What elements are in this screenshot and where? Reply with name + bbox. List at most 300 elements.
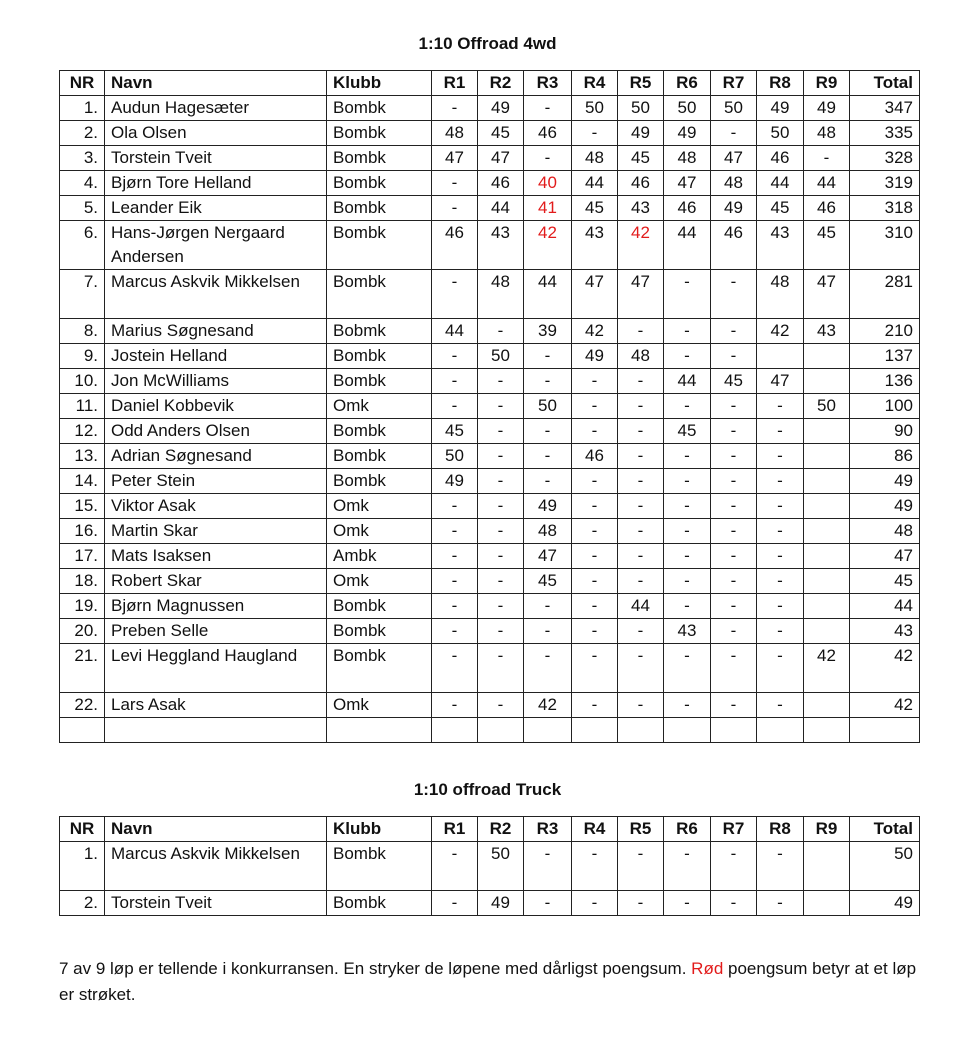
cell-rank: 16. <box>60 519 105 544</box>
cell-r1: - <box>432 644 478 693</box>
cell-club: Bombk <box>327 369 432 394</box>
cell-name: Bjørn Tore Helland <box>105 171 327 196</box>
cell-r8: 48 <box>757 270 804 319</box>
cell-r5: - <box>618 619 664 644</box>
cell-r9 <box>804 619 850 644</box>
cell-r7: - <box>711 644 757 693</box>
cell-r4: 48 <box>572 146 618 171</box>
cell-r6: - <box>664 544 711 569</box>
column-header: Klubb <box>327 817 432 842</box>
column-header: R6 <box>664 71 711 96</box>
cell-r7: 49 <box>711 196 757 221</box>
cell-rank <box>60 718 105 743</box>
cell-r4: 44 <box>572 171 618 196</box>
cell-r1: - <box>432 569 478 594</box>
cell-r9: 44 <box>804 171 850 196</box>
table-row <box>60 644 920 693</box>
cell-r2: - <box>478 494 524 519</box>
column-header: R7 <box>711 817 757 842</box>
table-row <box>60 693 920 718</box>
cell-r7: 48 <box>711 171 757 196</box>
footnote <box>59 956 919 1008</box>
cell-r4: - <box>572 544 618 569</box>
cell-rank: 8. <box>60 319 105 344</box>
cell-name: Audun Hagesæter <box>105 96 327 121</box>
cell-total: 42 <box>850 693 920 718</box>
cell-name: Robert Skar <box>105 569 327 594</box>
cell-r7: - <box>711 594 757 619</box>
column-header: Total <box>850 71 920 96</box>
cell-total: 44 <box>850 594 920 619</box>
cell-r5: - <box>618 369 664 394</box>
cell-club: Omk <box>327 394 432 419</box>
cell-name: Jostein Helland <box>105 344 327 369</box>
cell-r9 <box>804 842 850 891</box>
cell-r7: - <box>711 319 757 344</box>
cell-r6: - <box>664 569 711 594</box>
cell-r1: - <box>432 594 478 619</box>
column-header: Navn <box>105 817 327 842</box>
cell-r4: - <box>572 644 618 693</box>
cell-rank: 19. <box>60 594 105 619</box>
cell-rank: 6. <box>60 221 105 270</box>
cell-r3: - <box>524 469 572 494</box>
cell-r5: - <box>618 693 664 718</box>
table-row <box>60 469 920 494</box>
cell-r9 <box>804 693 850 718</box>
column-header: R9 <box>804 71 850 96</box>
cell-r9: - <box>804 146 850 171</box>
column-header: R3 <box>524 817 572 842</box>
cell-name: Martin Skar <box>105 519 327 544</box>
cell-r6: 48 <box>664 146 711 171</box>
cell-club: Bombk <box>327 419 432 444</box>
cell-r4: - <box>572 842 618 891</box>
cell-r9 <box>804 344 850 369</box>
cell-total: 49 <box>850 494 920 519</box>
cell-total: 328 <box>850 146 920 171</box>
results-table-offroad-4wd <box>59 70 920 743</box>
cell-rank: 15. <box>60 494 105 519</box>
cell-r3: - <box>524 644 572 693</box>
cell-total: 45 <box>850 569 920 594</box>
cell-rank: 10. <box>60 369 105 394</box>
cell-r2: - <box>478 469 524 494</box>
table-row <box>60 544 920 569</box>
cell-r2: 44 <box>478 196 524 221</box>
cell-r7: 45 <box>711 369 757 394</box>
cell-r5: - <box>618 319 664 344</box>
cell-r9 <box>804 369 850 394</box>
cell-rank: 20. <box>60 619 105 644</box>
column-header: NR <box>60 817 105 842</box>
cell-name: Bjørn Magnussen <box>105 594 327 619</box>
cell-r2: - <box>478 693 524 718</box>
cell-total: 50 <box>850 842 920 891</box>
cell-club: Bombk <box>327 891 432 916</box>
cell-club: Bombk <box>327 842 432 891</box>
cell-r6: 45 <box>664 419 711 444</box>
cell-r6: - <box>664 644 711 693</box>
cell-r7: 46 <box>711 221 757 270</box>
cell-r6: 47 <box>664 171 711 196</box>
column-header: R7 <box>711 71 757 96</box>
footnote-red-word: Rød <box>691 959 724 978</box>
cell-total: 318 <box>850 196 920 221</box>
column-header: R6 <box>664 817 711 842</box>
cell-r2: - <box>478 444 524 469</box>
cell-r1: - <box>432 842 478 891</box>
cell-r8: - <box>757 544 804 569</box>
table1-title: 1:10 Offroad 4wd <box>418 34 557 53</box>
cell-r6: 43 <box>664 619 711 644</box>
cell-r6: 44 <box>664 369 711 394</box>
cell-r8: 47 <box>757 369 804 394</box>
cell-rank: 4. <box>60 171 105 196</box>
cell-r9: 49 <box>804 96 850 121</box>
column-header: R8 <box>757 817 804 842</box>
column-header: R1 <box>432 71 478 96</box>
cell-name: Odd Anders Olsen <box>105 419 327 444</box>
cell-club: Bobmk <box>327 319 432 344</box>
table-row <box>60 842 920 891</box>
cell-name: Levi Heggland Haugland <box>105 644 327 693</box>
cell-name: Marcus Askvik Mikkelsen <box>105 842 327 891</box>
cell-r9: 50 <box>804 394 850 419</box>
cell-r5: 46 <box>618 171 664 196</box>
cell-r2: - <box>478 594 524 619</box>
cell-r8: - <box>757 594 804 619</box>
cell-r8 <box>757 344 804 369</box>
cell-name: Adrian Søgnesand <box>105 444 327 469</box>
column-header: R5 <box>618 71 664 96</box>
column-header: R9 <box>804 817 850 842</box>
cell-r8: - <box>757 644 804 693</box>
cell-r3: - <box>524 96 572 121</box>
cell-rank: 13. <box>60 444 105 469</box>
column-header: Navn <box>105 71 327 96</box>
table-row <box>60 146 920 171</box>
cell-r2: 43 <box>478 221 524 270</box>
cell-rank: 21. <box>60 644 105 693</box>
cell-r4: 49 <box>572 344 618 369</box>
cell-r3: 50 <box>524 394 572 419</box>
cell-r9 <box>804 494 850 519</box>
cell-total: 100 <box>850 394 920 419</box>
cell-r7: - <box>711 344 757 369</box>
cell-r2: - <box>478 419 524 444</box>
cell-r4: 46 <box>572 444 618 469</box>
cell-r6: - <box>664 594 711 619</box>
cell-name: Torstein Tveit <box>105 146 327 171</box>
cell-r2: - <box>478 519 524 544</box>
table-row <box>60 369 920 394</box>
cell-club: Bombk <box>327 594 432 619</box>
cell-club: Omk <box>327 519 432 544</box>
cell-club: Bombk <box>327 644 432 693</box>
cell-r4: - <box>572 494 618 519</box>
cell-r8: 43 <box>757 221 804 270</box>
cell-club: Omk <box>327 693 432 718</box>
cell-total: 49 <box>850 469 920 494</box>
cell-r9 <box>804 891 850 916</box>
cell-club: Bombk <box>327 96 432 121</box>
cell-r6: - <box>664 519 711 544</box>
cell-r6: - <box>664 891 711 916</box>
cell-r2: - <box>478 369 524 394</box>
table-row <box>60 270 920 319</box>
column-header: R4 <box>572 817 618 842</box>
cell-rank: 1. <box>60 96 105 121</box>
column-header: R2 <box>478 817 524 842</box>
cell-total <box>850 718 920 743</box>
cell-r6: 49 <box>664 121 711 146</box>
cell-r7: - <box>711 619 757 644</box>
cell-r1: - <box>432 96 478 121</box>
cell-rank: 18. <box>60 569 105 594</box>
cell-r3 <box>524 718 572 743</box>
cell-name: Jon McWilliams <box>105 369 327 394</box>
cell-r6: - <box>664 842 711 891</box>
cell-r7: - <box>711 693 757 718</box>
cell-r2: - <box>478 394 524 419</box>
cell-r7 <box>711 718 757 743</box>
cell-name: Torstein Tveit <box>105 891 327 916</box>
cell-r3: 40 <box>524 171 572 196</box>
cell-name: Ola Olsen <box>105 121 327 146</box>
cell-total: 86 <box>850 444 920 469</box>
cell-r3: 42 <box>524 693 572 718</box>
cell-r9 <box>804 718 850 743</box>
cell-r7: - <box>711 494 757 519</box>
cell-name: Preben Selle <box>105 619 327 644</box>
results-table-offroad-truck <box>59 816 920 916</box>
cell-r8: - <box>757 891 804 916</box>
cell-r8: - <box>757 569 804 594</box>
cell-r3: - <box>524 369 572 394</box>
cell-r7: - <box>711 419 757 444</box>
cell-name: Mats Isaksen <box>105 544 327 569</box>
cell-r2: 47 <box>478 146 524 171</box>
table-row <box>60 494 920 519</box>
cell-rank: 22. <box>60 693 105 718</box>
cell-r7: - <box>711 270 757 319</box>
cell-r5: 48 <box>618 344 664 369</box>
cell-r7: - <box>711 121 757 146</box>
cell-name: Leander Eik <box>105 196 327 221</box>
cell-r2: - <box>478 544 524 569</box>
cell-club: Bombk <box>327 121 432 146</box>
cell-r3: 46 <box>524 121 572 146</box>
cell-name: Lars Asak <box>105 693 327 718</box>
cell-r8: - <box>757 444 804 469</box>
cell-r3: - <box>524 419 572 444</box>
cell-r2 <box>478 718 524 743</box>
cell-r7: - <box>711 394 757 419</box>
cell-r5: 45 <box>618 146 664 171</box>
cell-r6: 46 <box>664 196 711 221</box>
column-header: R4 <box>572 71 618 96</box>
cell-r8: - <box>757 519 804 544</box>
footnote-text-start: 7 av 9 løp er tellende i konkurransen. En stryker de løpene med dårligst poengsum. <box>59 959 692 978</box>
cell-r3: 48 <box>524 519 572 544</box>
cell-r8: 45 <box>757 196 804 221</box>
cell-name <box>105 718 327 743</box>
cell-club: Ambk <box>327 544 432 569</box>
cell-r5: - <box>618 644 664 693</box>
cell-rank: 17. <box>60 544 105 569</box>
cell-rank: 3. <box>60 146 105 171</box>
footnote-text-end: poengsum betyr at et løp er strøket. <box>59 959 917 1004</box>
cell-club <box>327 718 432 743</box>
cell-total: 281 <box>850 270 920 319</box>
table-row <box>60 619 920 644</box>
cell-r3: - <box>524 344 572 369</box>
cell-rank: 5. <box>60 196 105 221</box>
cell-r9: 45 <box>804 221 850 270</box>
cell-r3: 49 <box>524 494 572 519</box>
cell-rank: 2. <box>60 121 105 146</box>
cell-r3: 45 <box>524 569 572 594</box>
cell-r4: 42 <box>572 319 618 344</box>
cell-r7: - <box>711 469 757 494</box>
cell-r8: - <box>757 469 804 494</box>
column-header: Klubb <box>327 71 432 96</box>
cell-r5: 43 <box>618 196 664 221</box>
cell-r9 <box>804 444 850 469</box>
column-header: Total <box>850 817 920 842</box>
cell-r4: 43 <box>572 221 618 270</box>
cell-r4: - <box>572 594 618 619</box>
table-row <box>60 171 920 196</box>
cell-r2: - <box>478 644 524 693</box>
column-header: R2 <box>478 71 524 96</box>
cell-r1: - <box>432 519 478 544</box>
cell-name: Hans-Jørgen Nergaard Andersen <box>105 221 327 270</box>
cell-r3: - <box>524 444 572 469</box>
cell-r8: 49 <box>757 96 804 121</box>
cell-rank: 1. <box>60 842 105 891</box>
cell-r4: - <box>572 519 618 544</box>
cell-r1: - <box>432 394 478 419</box>
cell-r1: - <box>432 270 478 319</box>
cell-total: 347 <box>850 96 920 121</box>
cell-r5: - <box>618 494 664 519</box>
cell-r5: - <box>618 519 664 544</box>
cell-name: Daniel Kobbevik <box>105 394 327 419</box>
cell-r9: 47 <box>804 270 850 319</box>
cell-total: 137 <box>850 344 920 369</box>
cell-club: Omk <box>327 569 432 594</box>
cell-r3: 39 <box>524 319 572 344</box>
column-header: R3 <box>524 71 572 96</box>
cell-r5: - <box>618 419 664 444</box>
cell-r7: - <box>711 569 757 594</box>
cell-r4 <box>572 718 618 743</box>
cell-club: Bombk <box>327 344 432 369</box>
cell-total: 42 <box>850 644 920 693</box>
table-row <box>60 444 920 469</box>
cell-r2: 45 <box>478 121 524 146</box>
cell-r1: 47 <box>432 146 478 171</box>
column-header: R1 <box>432 817 478 842</box>
cell-r5: 42 <box>618 221 664 270</box>
cell-total: 310 <box>850 221 920 270</box>
cell-r8: 42 <box>757 319 804 344</box>
cell-r4: - <box>572 394 618 419</box>
cell-r4: - <box>572 419 618 444</box>
cell-r7: - <box>711 519 757 544</box>
cell-r2: 48 <box>478 270 524 319</box>
cell-name: Marcus Askvik Mikkelsen <box>105 270 327 319</box>
cell-total: 48 <box>850 519 920 544</box>
cell-r9: 42 <box>804 644 850 693</box>
cell-rank: 2. <box>60 891 105 916</box>
cell-r1 <box>432 718 478 743</box>
cell-r7: 47 <box>711 146 757 171</box>
cell-r1: - <box>432 344 478 369</box>
cell-r2: 50 <box>478 344 524 369</box>
cell-r6: 44 <box>664 221 711 270</box>
cell-total: 90 <box>850 419 920 444</box>
cell-r1: - <box>432 544 478 569</box>
cell-r1: 44 <box>432 319 478 344</box>
cell-r1: - <box>432 619 478 644</box>
cell-r8: 46 <box>757 146 804 171</box>
cell-r9: 43 <box>804 319 850 344</box>
cell-r4: - <box>572 369 618 394</box>
cell-r9 <box>804 519 850 544</box>
cell-rank: 9. <box>60 344 105 369</box>
cell-club: Omk <box>327 494 432 519</box>
cell-r1: - <box>432 171 478 196</box>
cell-r5: - <box>618 444 664 469</box>
cell-total: 47 <box>850 544 920 569</box>
header-row <box>60 71 920 96</box>
cell-r8: 50 <box>757 121 804 146</box>
cell-club: Bombk <box>327 146 432 171</box>
cell-total: 319 <box>850 171 920 196</box>
cell-r3: - <box>524 619 572 644</box>
table-row <box>60 319 920 344</box>
cell-r5: - <box>618 394 664 419</box>
cell-r6: - <box>664 444 711 469</box>
cell-r5: 50 <box>618 96 664 121</box>
cell-r5 <box>618 718 664 743</box>
cell-rank: 12. <box>60 419 105 444</box>
cell-r2: - <box>478 619 524 644</box>
cell-rank: 11. <box>60 394 105 419</box>
cell-r9 <box>804 469 850 494</box>
cell-r5: - <box>618 891 664 916</box>
cell-r1: 49 <box>432 469 478 494</box>
cell-r2: - <box>478 319 524 344</box>
table-row <box>60 519 920 544</box>
cell-r8: - <box>757 419 804 444</box>
cell-club: Bombk <box>327 196 432 221</box>
column-header: R5 <box>618 817 664 842</box>
cell-r6: - <box>664 270 711 319</box>
cell-r1: 46 <box>432 221 478 270</box>
table-row <box>60 569 920 594</box>
table-row <box>60 121 920 146</box>
table2-title: 1:10 offroad Truck <box>413 780 562 799</box>
cell-r1: 48 <box>432 121 478 146</box>
cell-r3: - <box>524 146 572 171</box>
cell-club: Bombk <box>327 469 432 494</box>
column-header: NR <box>60 71 105 96</box>
cell-r2: 50 <box>478 842 524 891</box>
